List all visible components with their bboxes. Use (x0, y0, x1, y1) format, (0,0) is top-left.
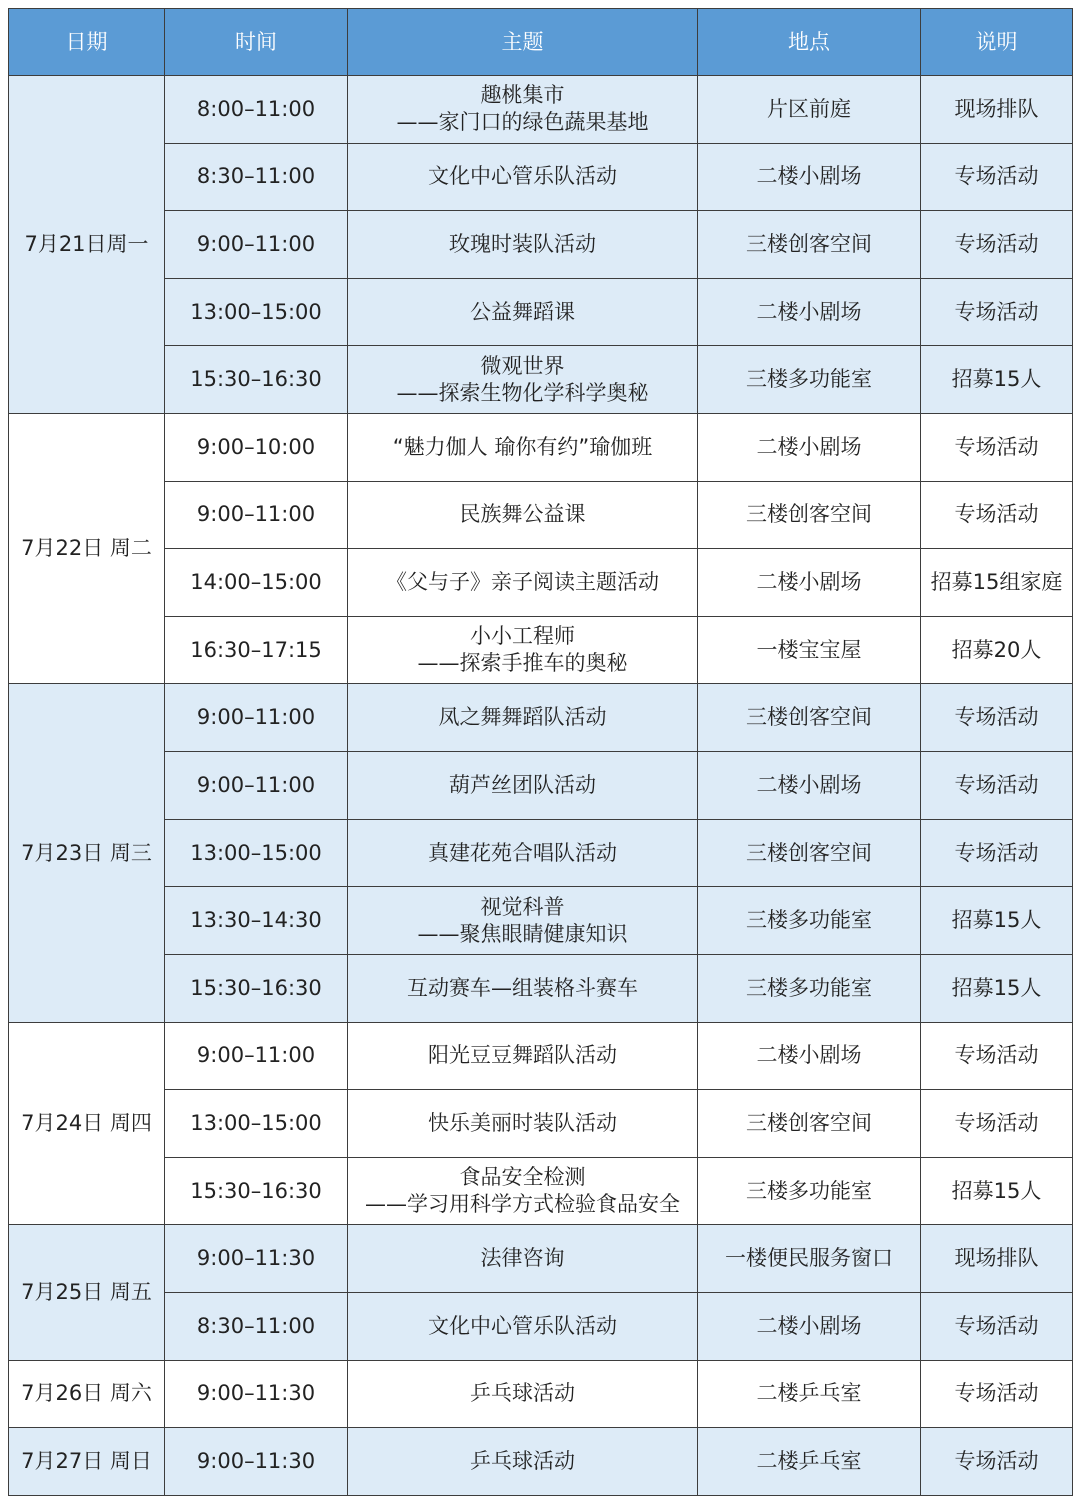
table-row (9, 76, 1073, 144)
place-cell: 二楼小剧场 (698, 278, 921, 346)
topic-title: 乒乓球活动 (470, 1381, 575, 1406)
time-cell: 9:00–11:30 (165, 1360, 348, 1428)
topic-title: 快乐美丽时装队活动 (428, 1110, 617, 1135)
note-cell: 招募15人 (921, 887, 1073, 955)
topic-title: 葫芦丝团队活动 (449, 772, 596, 797)
topic-cell (348, 819, 698, 887)
topic-subtitle: ——聚焦眼睛健康知识 (417, 921, 628, 946)
time-cell: 13:00–15:00 (165, 1090, 348, 1158)
place-cell: 三楼创客空间 (698, 819, 921, 887)
topic-cell (348, 1428, 698, 1496)
table-row (9, 346, 1073, 414)
table-row (9, 954, 1073, 1022)
table-row (9, 1360, 1073, 1428)
place-cell: 三楼创客空间 (698, 481, 921, 549)
place-cell: 三楼多功能室 (698, 954, 921, 1022)
note-cell: 招募15组家庭 (921, 549, 1073, 617)
topic-title: 阳光豆豆舞蹈队活动 (428, 1043, 617, 1068)
time-cell: 8:30–11:00 (165, 1292, 348, 1360)
topic-title: 互动赛车—组装格斗赛车 (407, 975, 638, 1000)
table-row (9, 1292, 1073, 1360)
place-cell: 一楼便民服务窗口 (698, 1225, 921, 1293)
time-cell: 15:30–16:30 (165, 346, 348, 414)
topic-cell (348, 414, 698, 482)
topic-cell (348, 549, 698, 617)
note-cell: 专场活动 (921, 1428, 1073, 1496)
schedule-table (8, 8, 1073, 1496)
place-cell: 二楼小剧场 (698, 1022, 921, 1090)
time-cell: 15:30–16:30 (165, 1157, 348, 1225)
topic-title: 民族舞公益课 (459, 502, 586, 527)
table-row (9, 278, 1073, 346)
place-cell: 二楼乒乓室 (698, 1360, 921, 1428)
date-cell: 7月27日 周日 (9, 1428, 165, 1496)
note-cell: 专场活动 (921, 684, 1073, 752)
time-cell: 13:30–14:30 (165, 887, 348, 955)
time-cell: 9:00–11:30 (165, 1225, 348, 1293)
table-row (9, 1428, 1073, 1496)
table-row (9, 752, 1073, 820)
topic-cell (348, 76, 698, 144)
table-row (9, 143, 1073, 211)
date-cell: 7月22日 周二 (9, 414, 165, 684)
note-cell: 专场活动 (921, 1360, 1073, 1428)
topic-cell (348, 1292, 698, 1360)
topic-subtitle: ——学习用科学方式检验食品安全 (365, 1192, 680, 1217)
date-cell: 7月23日 周三 (9, 684, 165, 1022)
topic-cell (348, 346, 698, 414)
time-cell: 14:00–15:00 (165, 549, 348, 617)
place-cell: 二楼小剧场 (698, 143, 921, 211)
topic-cell (348, 954, 698, 1022)
topic-cell (348, 887, 698, 955)
time-cell: 16:30–17:15 (165, 616, 348, 684)
place-cell: 三楼创客空间 (698, 1090, 921, 1158)
note-cell: 招募15人 (921, 1157, 1073, 1225)
table-row (9, 481, 1073, 549)
topic-title: 凤之舞舞蹈队活动 (438, 705, 607, 730)
topic-cell (348, 211, 698, 279)
note-cell: 专场活动 (921, 278, 1073, 346)
time-cell: 9:00–11:00 (165, 481, 348, 549)
table-row (9, 887, 1073, 955)
time-cell: 9:00–11:00 (165, 752, 348, 820)
table-row (9, 1225, 1073, 1293)
place-cell: 二楼小剧场 (698, 414, 921, 482)
place-cell: 二楼小剧场 (698, 549, 921, 617)
place-cell: 二楼小剧场 (698, 1292, 921, 1360)
place-cell: 片区前庭 (698, 76, 921, 144)
note-cell: 专场活动 (921, 1022, 1073, 1090)
note-cell: 专场活动 (921, 481, 1073, 549)
time-cell: 13:00–15:00 (165, 278, 348, 346)
time-cell: 9:00–11:00 (165, 1022, 348, 1090)
time-cell: 9:00–10:00 (165, 414, 348, 482)
time-cell: 13:00–15:00 (165, 819, 348, 887)
topic-title: 真建花苑合唱队活动 (428, 840, 617, 865)
table-row (9, 684, 1073, 752)
header-place: 地点 (698, 9, 921, 76)
topic-cell (348, 278, 698, 346)
table-row (9, 211, 1073, 279)
topic-cell (348, 684, 698, 752)
topic-title: 乒乓球活动 (470, 1449, 575, 1474)
table-row (9, 1022, 1073, 1090)
date-cell: 7月24日 周四 (9, 1022, 165, 1225)
time-cell: 9:00–11:00 (165, 684, 348, 752)
time-cell: 9:00–11:00 (165, 211, 348, 279)
topic-cell (348, 1157, 698, 1225)
note-cell: 招募15人 (921, 346, 1073, 414)
topic-cell (348, 143, 698, 211)
table-header (9, 9, 1073, 76)
header-time: 时间 (165, 9, 348, 76)
header-note: 说明 (921, 9, 1073, 76)
time-cell: 8:00–11:00 (165, 76, 348, 144)
note-cell: 现场排队 (921, 76, 1073, 144)
table-row (9, 819, 1073, 887)
header-row (9, 9, 1073, 76)
topic-subtitle: ——家门口的绿色蔬果基地 (396, 110, 649, 135)
topic-title: 小小工程师 (470, 624, 575, 649)
table-row (9, 549, 1073, 617)
topic-cell (348, 1022, 698, 1090)
note-cell: 现场排队 (921, 1225, 1073, 1293)
topic-subtitle: ——探索生物化学科学奥秘 (396, 380, 649, 405)
topic-title: 文化中心管乐队活动 (428, 164, 617, 189)
topic-title: 公益舞蹈课 (470, 299, 575, 324)
topic-title: “魅力伽人 瑜你有约”瑜伽班 (392, 434, 653, 459)
table-row (9, 616, 1073, 684)
topic-title: 文化中心管乐队活动 (428, 1313, 617, 1338)
topic-title: 趣桃集市 (480, 83, 565, 108)
header-date: 日期 (9, 9, 165, 76)
topic-cell (348, 1360, 698, 1428)
topic-subtitle: ——探索手推车的奥秘 (417, 651, 628, 676)
date-cell: 7月21日周一 (9, 76, 165, 414)
date-cell: 7月25日 周五 (9, 1225, 165, 1360)
note-cell: 专场活动 (921, 819, 1073, 887)
date-cell: 7月26日 周六 (9, 1360, 165, 1428)
place-cell: 一楼宝宝屋 (698, 616, 921, 684)
place-cell: 三楼创客空间 (698, 211, 921, 279)
topic-title: 法律咨询 (480, 1246, 565, 1271)
note-cell: 专场活动 (921, 1292, 1073, 1360)
time-cell: 8:30–11:00 (165, 143, 348, 211)
place-cell: 三楼多功能室 (698, 346, 921, 414)
topic-cell (348, 481, 698, 549)
note-cell: 招募20人 (921, 616, 1073, 684)
topic-cell (348, 1090, 698, 1158)
topic-cell (348, 616, 698, 684)
topic-title: 玫瑰时装队活动 (449, 232, 596, 257)
time-cell: 9:00–11:30 (165, 1428, 348, 1496)
header-topic: 主题 (348, 9, 698, 76)
table-body (9, 76, 1073, 1496)
topic-title: 食品安全检测 (459, 1165, 586, 1190)
place-cell: 三楼多功能室 (698, 1157, 921, 1225)
time-cell: 15:30–16:30 (165, 954, 348, 1022)
place-cell: 三楼多功能室 (698, 887, 921, 955)
table-row (9, 414, 1073, 482)
topic-cell (348, 752, 698, 820)
place-cell: 三楼创客空间 (698, 684, 921, 752)
place-cell: 二楼乒乓室 (698, 1428, 921, 1496)
note-cell: 专场活动 (921, 414, 1073, 482)
topic-title: 视觉科普 (480, 894, 565, 919)
note-cell: 专场活动 (921, 752, 1073, 820)
topic-title: 《父与子》亲子阅读主题活动 (386, 570, 659, 595)
place-cell: 二楼小剧场 (698, 752, 921, 820)
table-row (9, 1090, 1073, 1158)
topic-title: 微观世界 (480, 353, 565, 378)
topic-cell (348, 1225, 698, 1293)
note-cell: 专场活动 (921, 211, 1073, 279)
table-row (9, 1157, 1073, 1225)
note-cell: 专场活动 (921, 143, 1073, 211)
note-cell: 招募15人 (921, 954, 1073, 1022)
note-cell: 专场活动 (921, 1090, 1073, 1158)
